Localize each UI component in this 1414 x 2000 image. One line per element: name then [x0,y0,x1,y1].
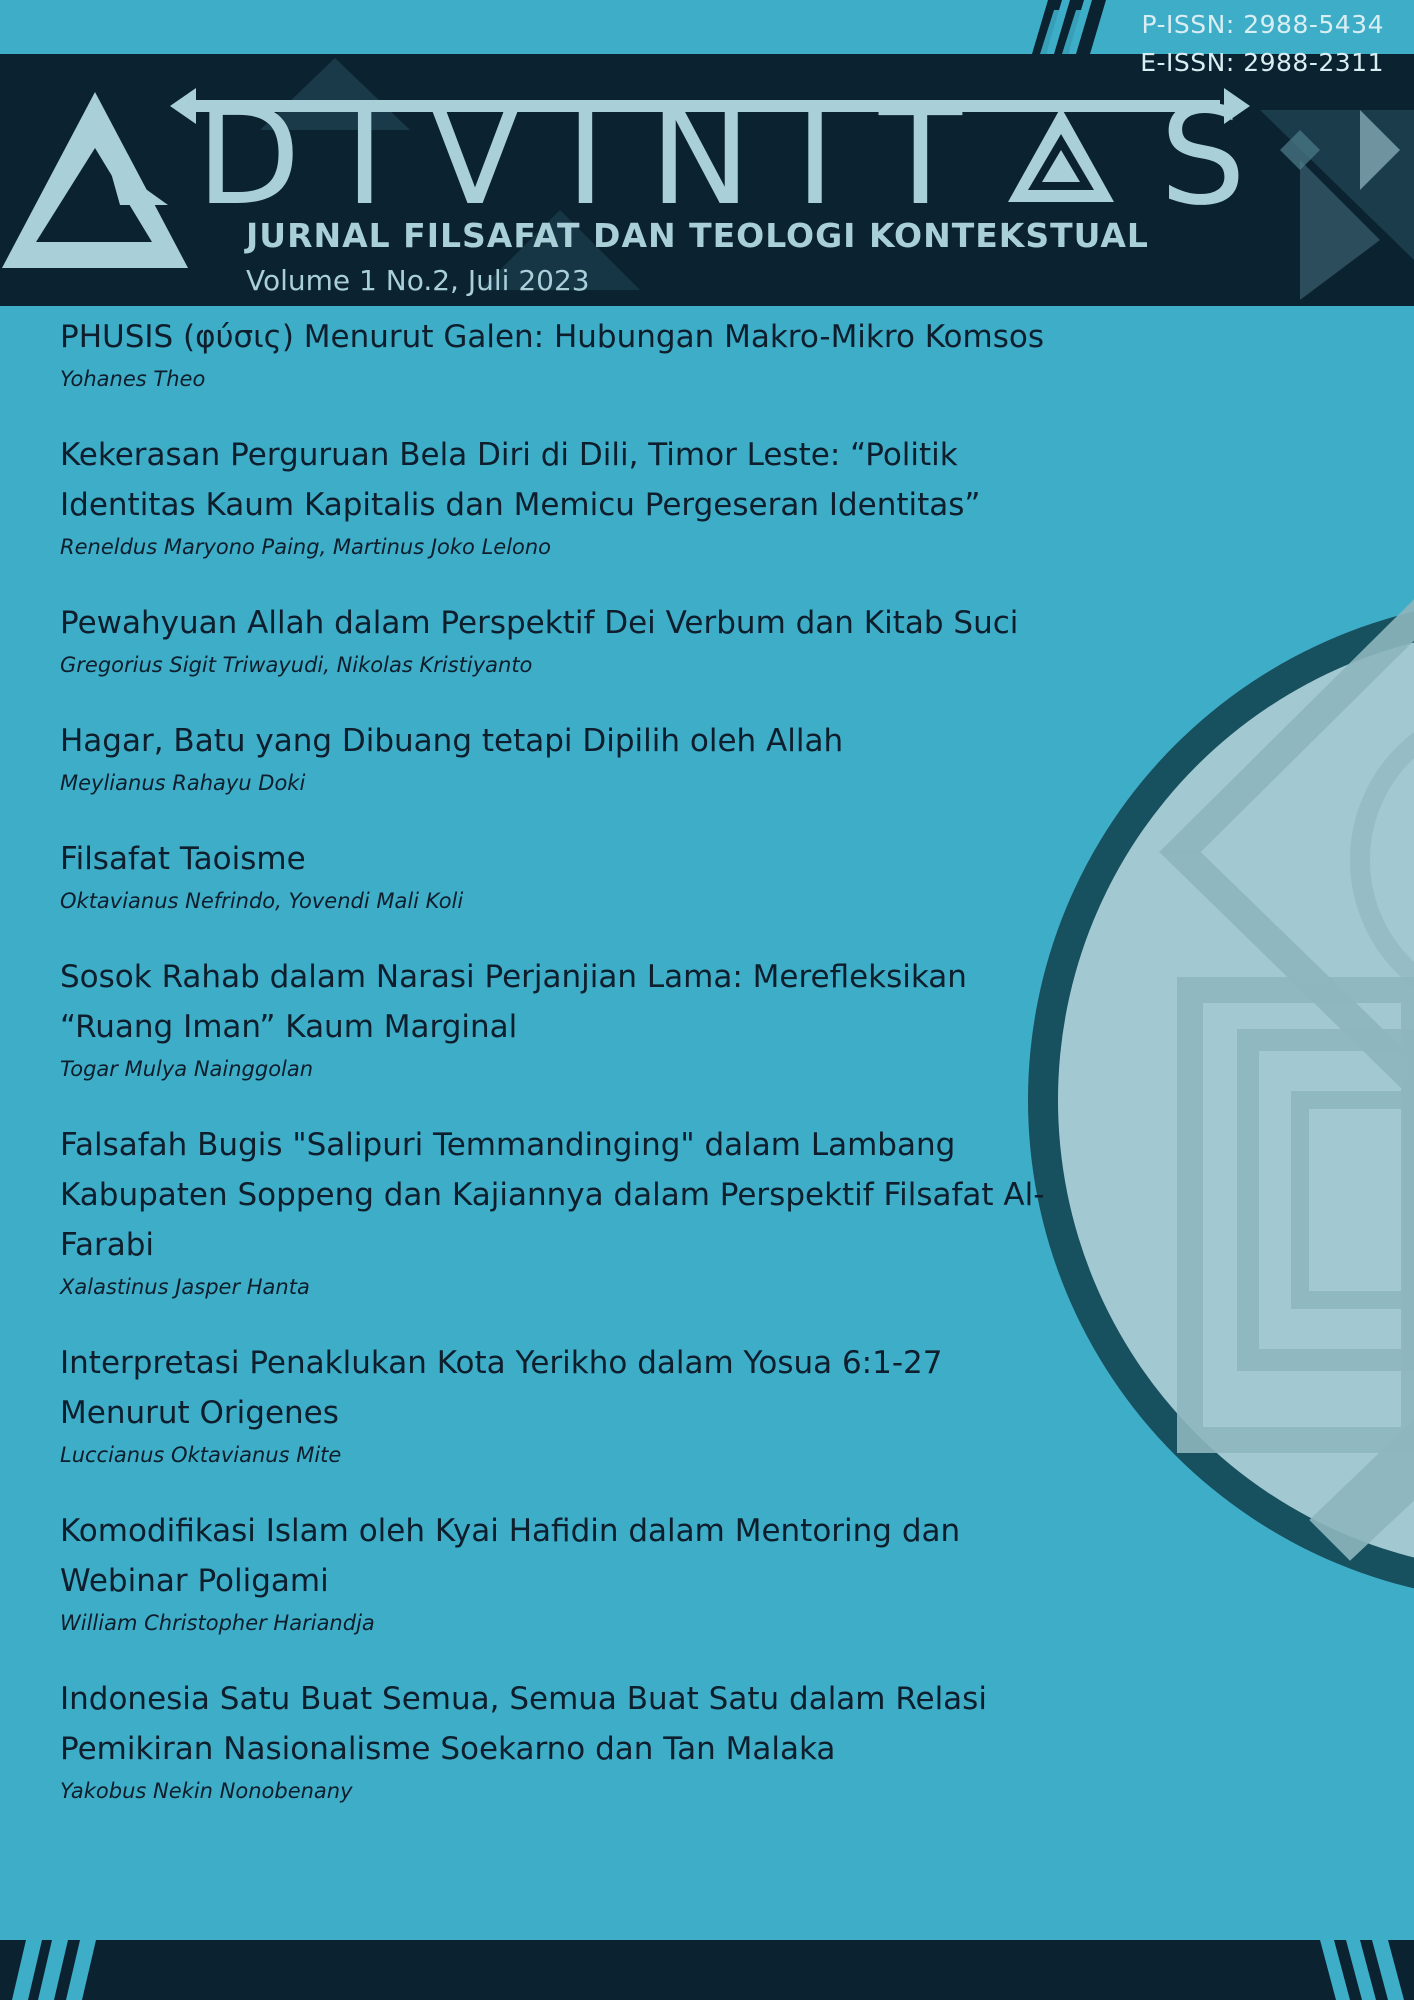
article-authors: Gregorius Sigit Triwayudi, Nikolas Kristiyanto [60,653,533,677]
title-letter: I [565,78,606,236]
article-authors: Togar Mulya Nainggolan [60,1057,314,1081]
article-title: Falsafah Bugis "Salipuri Temmandinging" dalam Lambang Kabupaten Soppeng dan Kajiannya dalam Perspektif Filsafat Al-Farabi [60,1127,1045,1263]
title-letter: V [428,78,522,236]
title-letter: S [1159,78,1246,236]
article-title: Sosok Rahab dalam Narasi Perjanjian Lama: Merefleksikan “Ruang Iman” Kaum Marginal [60,959,967,1045]
title-letter: T [878,78,962,236]
article-title: PHUSIS (φύσις) Menurut Galen: Hubungan Makro-Mikro Komsos [60,319,1044,355]
article-title: Filsafat Taoisme [60,841,306,877]
article-entry [60,1338,1060,1470]
article-entry [60,1674,1060,1806]
article-authors: Oktavianus Nefrindo, Yovendi Mali Koli [60,889,464,913]
issn-print: P-ISSN: 2988-5434 [1141,10,1384,39]
article-title: Kekerasan Perguruan Bela Diri di Dili, Timor Leste: “Politik Identitas Kaum Kapitalis dan Memicu Pergeseran Identitas” [60,437,981,523]
article-entry [60,952,1060,1084]
article-authors: Yakobus Nekin Nonobenany [60,1779,353,1803]
title-triangle-a-icon [1006,102,1116,212]
issue-volume: Volume 1 No.2, Juli 2023 [246,264,590,297]
article-authors: Meylianus Rahayu Doki [60,771,306,795]
article-entry [60,1506,1060,1638]
article-title: Komodifikasi Islam oleh Kyai Hafidin dalam Mentoring dan Webinar Poligami [60,1513,961,1599]
article-entry [60,598,1060,680]
issn-online: E-ISSN: 2988-2311 [1140,48,1384,77]
article-authors: Luccianus Oktavianus Mite [60,1443,342,1467]
article-entry [60,312,1060,394]
article-entry [60,430,1060,562]
article-title: Pewahyuan Allah dalam Perspektif Dei Verbum dan Kitab Suci [60,605,1019,641]
title-letter: N [649,78,752,236]
title-letter: D [196,78,301,236]
article-title: Interpretasi Penaklukan Kota Yerikho dalam Yosua 6:1-27 Menurut Origenes [60,1345,943,1431]
article-authors: Yohanes Theo [60,367,206,391]
footer-band [0,1940,1414,2000]
title-letter: I [344,78,385,236]
article-title: Indonesia Satu Buat Semua, Semua Buat Satu dalam Relasi Pemikiran Nasionalisme Soekarno dan Tan Malaka [60,1681,987,1767]
journal-subtitle: JURNAL FILSAFAT DAN TEOLOGI KONTEKSTUAL [246,216,1149,255]
table-of-contents [60,312,1060,1842]
title-letter: I [794,78,836,236]
article-entry [60,716,1060,798]
article-entry [60,834,1060,916]
article-authors: Xalastinus Jasper Hanta [60,1275,310,1299]
article-entry [60,1120,1060,1302]
article-authors: Reneldus Maryono Paing, Martinus Joko Lelono [60,535,552,559]
article-authors: William Christopher Hariandja [60,1611,375,1635]
article-title: Hagar, Batu yang Dibuang tetapi Dipilih oleh Allah [60,723,844,759]
